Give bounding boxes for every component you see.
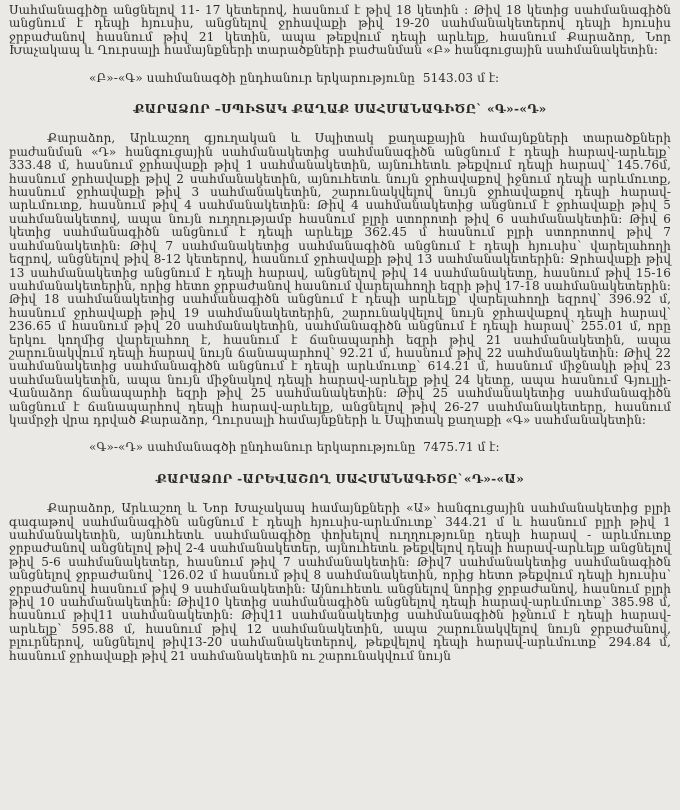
section-heading-karadzor-arevashogh: ՔԱՐԱՁՈՐ -ԱՐԵՎԱՇՈՂ ՍԱՀՄԱՆԱԳԻԾԸ`«Դ»-«Ա»	[155, 471, 525, 486]
total-length-line-b-g: «Բ»-«Գ» սահմանագծի ընդհանուր երկարությունը 5143.03 մ է:	[89, 70, 500, 85]
total-length-line-g-d: «Գ»-«Դ» սահմանագծի ընդհանուր երկարությունը 7475.71 մ է:	[89, 440, 500, 455]
boundary-description-g-d: Քարաձոր, Արևաշող գյուղական և Սպիտակ քաղաքային համայնքների տարածքների բաժանման «Դ» հանգուցային սահմանակետից սահմանագիծն անցնում է դեպի հարավ-արևելք՝ 333.48 մ, հասնում ջրհավաքի թիվ 1 սահմանակետին, այնուհետև թեքվում դեպի հարավ՝ 145.76մ, հասնում ջրհավաքի թիվ 2 սահմանակետին, այնուհետև նույն ջրհավաքով իջնում դեպի արևմուտք, հասնում ջրհավաքի թիվ 3 սահմանակետին, շարունակվելով նույն ջրհավաքով դեպի հարավ-արևմուտք, հասնում թիվ 4 սահմանակետին: Թիվ 4 սահմանակետից անցնում է ջրհավաքի թիվ 5 սահմանակետով, ապա նույն ուղղությամբ հասնում բլրի ստորոտի թիվ 6 սահմանակետին: Թիվ 6 կետից սահմանագիծն անցնում է դեպի արևելք 362.45 մ հասնում բլրի ստորոտով թիվ 7 սահմանակետին: Թիվ 7 սահմանակետից սահմանագիծն անցնում է դեպի հյուսիս՝ վարելահողի եզրով, անցնելով թիվ 8-12 կետերով, հասնում ջրհավաքի թիվ 13 սահմանակետերին: Ջրհավաքի թիվ 13 սահմանակետից անցնում է դեպի հարավ, անցնելով թիվ 14 սահմանակետը, հասնում թիվ 15-16 սահմանակետերին, որից հետո ջրբաժանով հասնում վարելահողի եզրի թիվ 17-18 սահմանակետերին: Թիվ 18 սահմանակետից սահմանագիծն անցնում է դեպի արևելք՝ վարելահողի եզրով՝ 396.92 մ, հասնում ջրհավաքի թիվ 19 սահմանակետերին, շարունակվելով նույն ջրհավաքով դեպի հարավ՝ 236.65 մ հասնում թիվ 20 սահմանակետին, սահմանագիծն անցնում է դեպի հարավ՝ 255.01 մ, որը երկու կողմից վարելահող է, հասնում է ճանապարհի եզրի թիվ 21 սահմանակետին, ապա շարունակվում դեպի հարավ նույն ճանապարհով՝ 92.21 մ, հասնում թիվ 22 սահմանակետին: Թիվ 22 սահմանակետից սահմանագիծն անցնում է դեպի արևմուտք՝ 614.21 մ, հասնում միջնակի թիվ 23 սահմանակետին, ապա նույն միջնակով դեպի հարավ-արևելք թիվ 24 կետը, ապա հասնում Գյուլլի-Վանաձոր ճանապարհի եզրի թիվ 25 սահմանակետին: Թիվ 25 սահմանակետից սահմանագիծն անցնում է ճանապարհով դեպի հարավ-արևելք, անցնելով թիվ 26-27 սահմանակետերը, հասնում կամրջի վրա դրված Քարաձոր, Ղուրսալի համայնքների և Սպիտակ քաղաքի «Գ» սահմանակետին:	[9, 131, 671, 427]
continuation-paragraph-b-g: Սահմանագիծը անցնելով 11- 17 կետերով, հասնում է թիվ 18 կետին : Թիվ 18 կետից սահմանագիծն անցնում է դեպի հյուսիս, անցնելով ջրհավաքի թիվ 19-20 սահմանակետերով դեպի հյուսիս ջրբաժանով հասնում թիվ 21 կետին, ապա թեքվում դեպի արևելք, հասնում Քարաձոր, Նոր Խաչակապ և Ղուրսալի համայնքների տարածքների բաժանման «Բ» հանգուցային սահմանակետին:	[9, 3, 671, 58]
section-heading-karadzor-spitak: ՔԱՐԱՁՈՐ –ՍՊԻՏԱԿ ՔԱՂԱՔ ՍԱՀՄԱՆԱԳԻԾԸ` «Գ»-«Դ»	[133, 102, 547, 117]
boundary-description-d-a: Քարաձոր, Արևաշող և Նոր Խաչակապ համայնքների «Ա» հանգուցային սահմանակետից բլրի գագաթով սահմանագիծն անցնում է դեպի հյուսիս-արևմուտք՝ 344.21 մ և հասնում բլրի թիվ 1 սահմանակետին, այնուհետև սահմանագիծը փոխելով ուղղությունը դեպի հարավ - արևմուտք ջրբաժանով անցնելով թիվ 2-4 սահմանակետեր, այնուհետև թեքվելով դեպի հարավ-արևելք անցնելով թիվ 5-6 սահմանակետեր, հասնում թիվ 7 սահմանակետին: Թիվ7 սահմանակետից սահմանագիծն անցնելով ջրբաժանով ՝126.02 մ հասնում թիվ 8 սահմանակետին, որից հետո թեքվում դեպի հյուսիս՝ ջրբաժանով հասնում թիվ 9 սահմանակետին: Այնուհետև անցնելով նորից ջրբաժանով, հասնում բլրի թիվ 10 սահմանակետին: Թիվ10 կետից սահմանագիծն անցնելով դեպի հարավ-արևմուտք՝ 385.98 մ, հասնում թիվ11 սահմանակետին: Թիվ11 սահմանակետից սահմանագիծն իջնում է դեպի հարավ-արևելք՝ 595.88 մ, հասնում թիվ 12 սահմանակետին, ապա շարունակվելով նույն ջրբաժանով, բլուրներով, անցնելով թիվ13-20 սահմանակետերով, թեքվելով դեպի հարավ-արևմուտք՝ 294.84 մ, հասնում ջրհավաքի թիվ 21 սահմանակետին ու շարունակվում նույն	[9, 501, 671, 663]
